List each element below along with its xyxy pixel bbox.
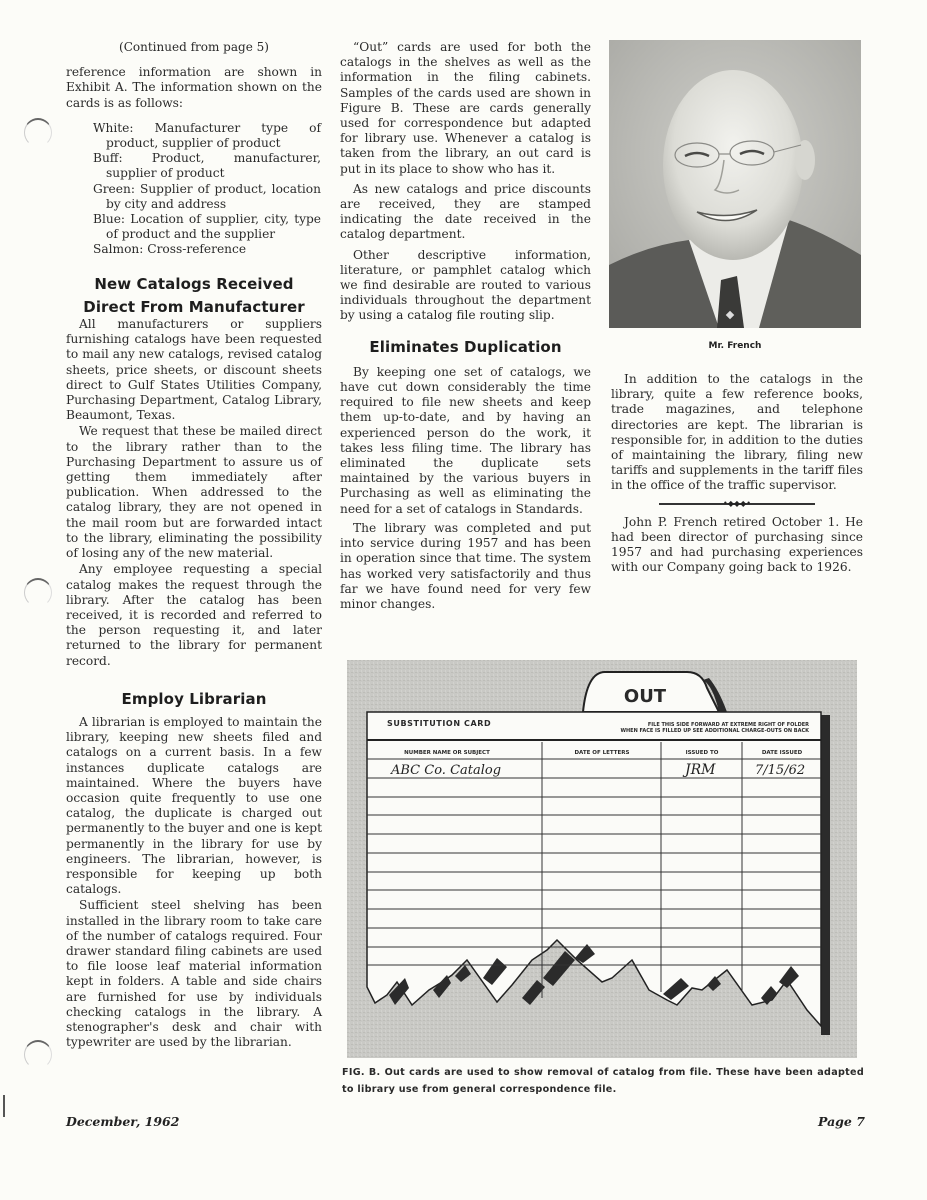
column-right [611, 372, 863, 575]
portrait-illustration [609, 40, 861, 328]
svg-text:DATE OF LETTERS: DATE OF LETTERS [574, 750, 630, 756]
svg-text:OUT: OUT [623, 686, 667, 707]
svg-text:DATE ISSUED: DATE ISSUED [761, 750, 803, 756]
paragraph: “Out” cards are used for both the catalogs in the shelves as well as the information in the filing cabinets. Samples of the cards used are shown in Figure B. These are cards generally used for correspondence but adapted for library use. Whenever a catalog is taken from the library, an out card is put in its place to show who has it. [340, 40, 591, 176]
page-number: Page 7 [818, 1114, 865, 1129]
paragraph: Sufficient steel shelving has been installed in the library room to take care of the number of catalogs required. Four drawer standard filing cabinets are used to file loose leaf material information kept in folders. A table and side chairs are furnished for use by individuals checking catalogs in the library. A stenographer's desk and chair with typewriter are used by the librarian. [66, 898, 322, 1050]
svg-text:SUBSTITUTION CARD: SUBSTITUTION CARD [387, 719, 492, 728]
figure-caption: FIG. B. Out cards are used to show removal of catalog from file. These have been adapted to library use from general correspondence file. [342, 1067, 864, 1095]
heading-employ-librarian: Employ Librarian [121, 689, 267, 708]
paragraph: We request that these be mailed direct to the library rather than to the Purchasing Department to assure us of getting them immediately after publication. When addressed to the catalog library, they are not opened in the mail room but are forwarded intact to the library, eliminating the possibility of losing any of the new material. [66, 424, 322, 561]
heading-eliminates-duplication: Eliminates Duplication [369, 337, 562, 356]
page-edge-mark [3, 1095, 5, 1117]
paragraph: Any employee requesting a special catalog makes the request through the library. After the catalog has been received, it is recorded and referred to the person requesting it, and later returned to the library for permanent record. [66, 562, 322, 668]
color-item-white: White: Manufacturer type of product, supplier of product [93, 120, 321, 151]
intro-paragraph: reference information are shown in Exhibit A. The information shown on the cards is as follows: [66, 65, 322, 110]
svg-text:ISSUED TO: ISSUED TO [685, 750, 719, 756]
column-left [66, 40, 322, 1050]
paragraph: John P. French retired October 1. He had been director of purchasing since 1957 and had purchasing experiences with our Company going back to 1926. [611, 514, 863, 575]
svg-text:WHEN FACE IS FILLED UP SEE ADD: WHEN FACE IS FILLED UP SEE ADDITIONAL CHARGE-OUTS ON BACK [620, 728, 809, 734]
paragraph: By keeping one set of catalogs, we have cut down considerably the time required to file new sheets and keep them up-to-date, and by having an experienced person do the work, it takes less filing time. The library has eliminated the duplicate sets maintained by the various buyers in Purchasing as well as eliminating the need for a set of catalogs in Standards. [340, 364, 591, 516]
svg-text:NUMBER NAME OR SUBJECT: NUMBER NAME OR SUBJECT [404, 750, 490, 756]
footer-date: December, 1962 [66, 1114, 180, 1129]
color-item-blue: Blue: Location of supplier, city, type of product and the supplier [93, 212, 322, 242]
paragraph: A librarian is employed to maintain the library, keeping new sheets filed and catalogs on a current basis. In a few instances duplicate catalogs are maintained. Where the buyers have occasion quite frequently to use one catalog, the duplicate is charged out permanently to the buyer and one is kept permanently in the library for use by engineers. The librarian, however, is responsible for keeping up both catalogs. [66, 714, 322, 897]
paragraph: As new catalogs and price discounts are received, they are stamped indicating the date received in the catalog department. [340, 181, 591, 242]
svg-text:7/15/62: 7/15/62 [755, 763, 806, 778]
paragraph: Other descriptive information, literature, or pamphlet catalog which we find desirable are routed to various individuals throughout the department by using a catalog file routing slip. [340, 247, 591, 323]
paragraph: In addition to the catalogs in the library, quite a few reference books, trade magazines, and telephone directories are kept. The librarian is responsible for, in addition to the duties of maintaining the library, filing new tariffs and supplements in the tariff files in the office of the traffic supervisor. [611, 372, 863, 493]
photo-caption: Mr. French [708, 341, 762, 351]
svg-text:ABC Co. Catalog: ABC Co. Catalog [391, 763, 502, 778]
svg-text:JRM: JRM [685, 762, 716, 778]
paragraph: The library was completed and put into service during 1957 and has been in operation since that time. The system has worked very satisfactorily and thus far we have found need for very few minor changes. [340, 520, 591, 611]
color-item-salmon: Salmon: Cross-reference [93, 242, 247, 257]
binder-hole-bottom [24, 1040, 52, 1069]
card-color-list [93, 121, 321, 258]
continued-note: (Continued from page 5) [119, 40, 269, 54]
divider-ornament-icon: •◆◆◆• [723, 498, 751, 508]
column-middle [340, 40, 591, 612]
out-card-illustration [347, 660, 857, 1058]
svg-text:FILE THIS SIDE FORWARD AT EXTR: FILE THIS SIDE FORWARD AT EXTREME RIGHT OF FOLDER [647, 722, 809, 728]
color-item-buff: Buff: Product, manufacturer, supplier of product [93, 151, 321, 181]
binder-hole-middle [24, 578, 52, 607]
section-divider [659, 498, 815, 508]
binder-hole-top [24, 118, 52, 147]
paragraph: All manufacturers or suppliers furnishing catalogs have been requested to mail any new catalogs, revised catalog sheets, price sheets, or discount sheets direct to Gulf States Utilities Company, Purchasing Department, Catalog Library, Beaumont, Texas. [66, 317, 322, 423]
heading-new-catalogs: New Catalogs Received [94, 274, 294, 293]
figure-out-card [347, 660, 857, 1058]
portrait-photo-mr-french [609, 40, 861, 328]
heading-direct-from-manufacturer: Direct From Manufacturer [83, 297, 305, 316]
color-item-green: Green: Supplier of product, location by city and address [93, 181, 321, 211]
